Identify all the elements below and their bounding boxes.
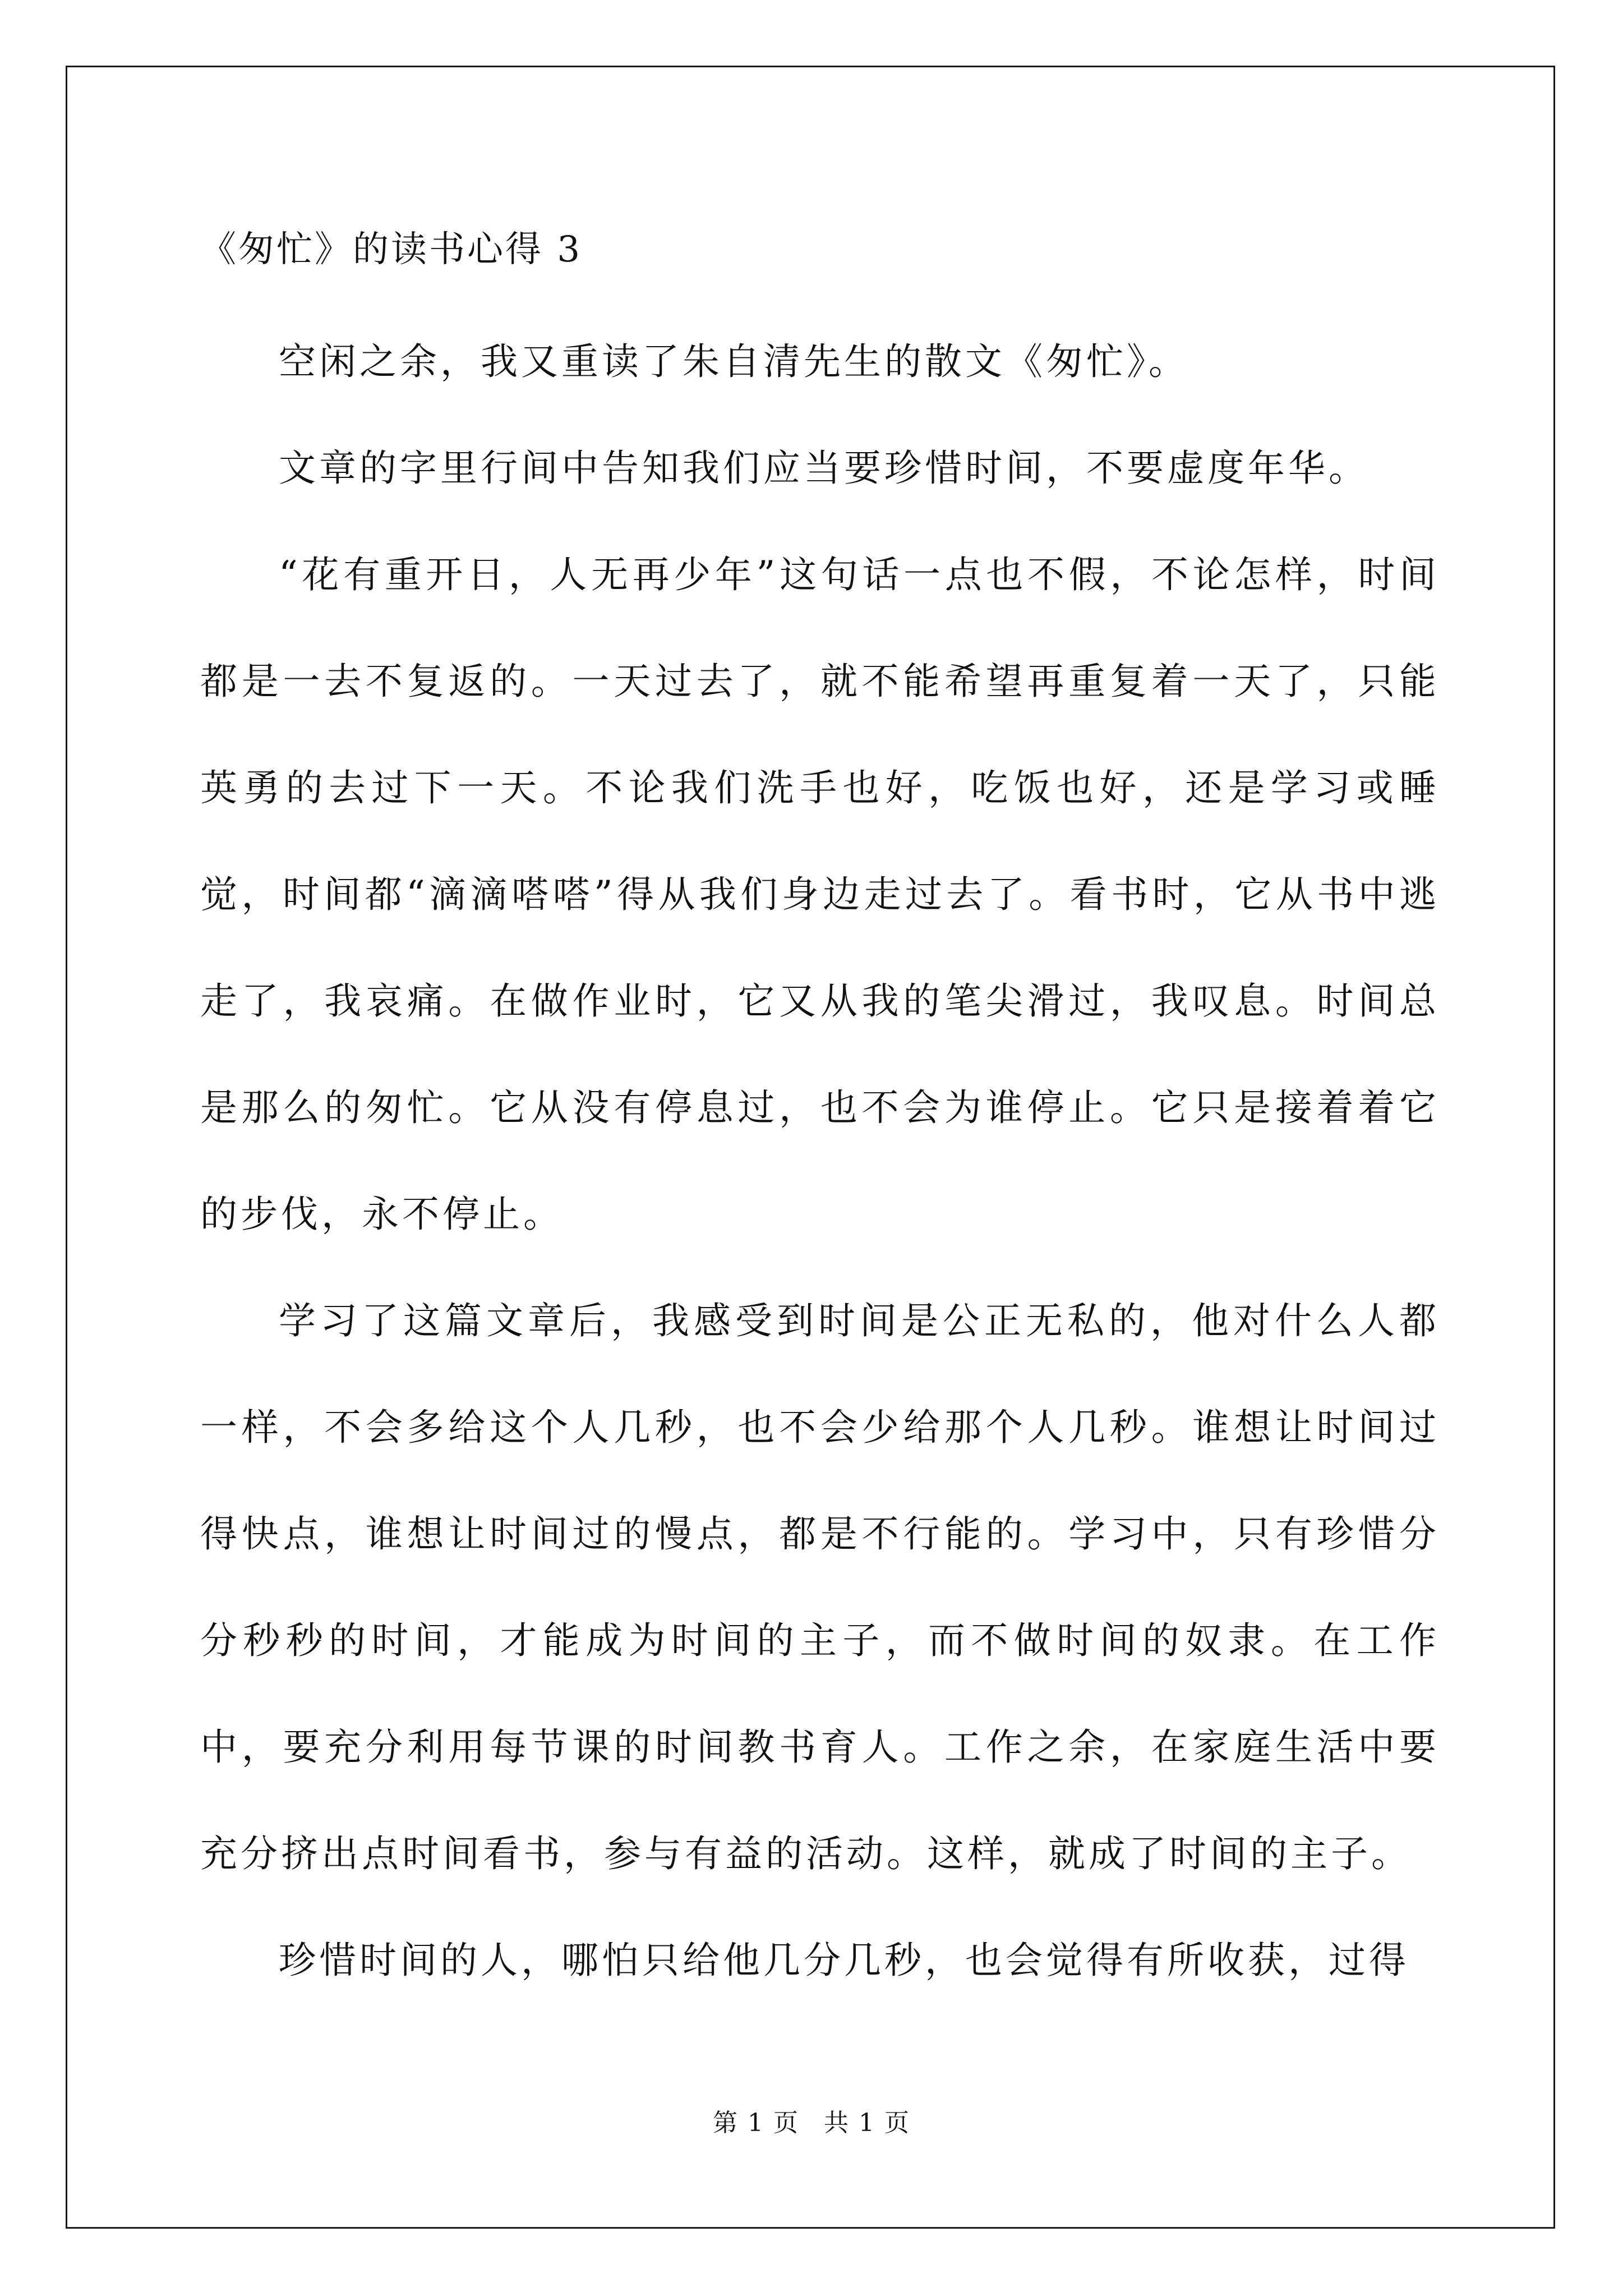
page-total: 共 1 页 <box>824 2109 910 2137</box>
paragraph-4: 学习了这篇文章后，我感受到时间是公正无私的，他对什么人都一样，不会多给这个人几秒，也不会少给那个人几秒。谁想让时间过得快点，谁想让时间过的慢点，都是不行能的。学习中，只有珍惜分分秒秒的时间，才能成为时间的主子，而不做时间的奴隶。在工作中，要充分利用每节课的时间教书育人。工作之余，在家庭生活中要充分挤出点时间看书，参与有益的活动。这样，就成了时间的主子。 <box>200 1299 1440 1875</box>
document-body <box>200 224 1440 2014</box>
paragraph-5: 珍惜时间的人，哪怕只给他几分几秒，也会觉得有所收获，过得 <box>279 1939 1409 1982</box>
page-footer <box>0 2106 1623 2140</box>
paragraph-1: 空闲之余，我又重读了朱自清先生的散文《匆忙》。 <box>279 340 1189 383</box>
title-row <box>200 224 1440 292</box>
paragraph-3: “花有重开日，人无再少年”这句话一点也不假，不论怎样，时间都是一去不复返的。一天过去了，就不能希望再重复着一天了，只能英勇的去过下一天。不论我们洗手也好，吃饭也好，还是学习或睡觉，时间都“滴滴嗒嗒”得从我们身边走过去了。看书时，它从书中逃走了，我哀痛。在做作业时，它又从我的笔尖滑过，我叹息。时间总是那么的匆忙。它从没有停息过，也不会为谁停止。它只是接着着它的步伐，永不停止。 <box>200 553 1440 1236</box>
paragraph-2: 文章的字里行间中告知我们应当要珍惜时间，不要虚度年华。 <box>279 447 1369 490</box>
page-number: 第 1 页 <box>713 2109 799 2137</box>
document-title: 《匆忙》的读书心得 3 <box>200 229 583 270</box>
